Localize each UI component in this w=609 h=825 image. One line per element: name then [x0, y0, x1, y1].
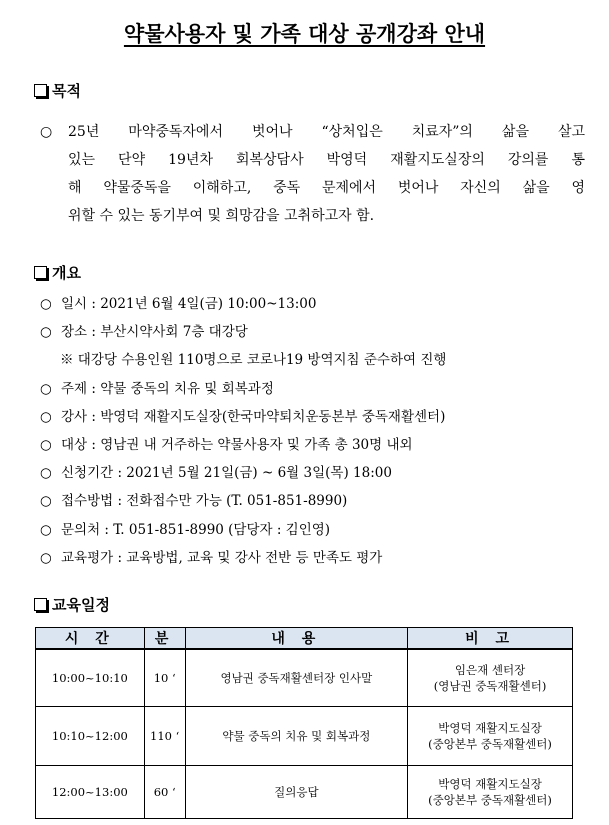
cell-minutes: 10 ‘ [144, 649, 185, 707]
table-row [36, 649, 573, 707]
overview-item-date: ○ 일시 : 2021년 6월 4일(금) 10:00~13:00 [40, 290, 595, 318]
cell-note: 박영덕 재활지도실장 (중앙본부 중독재활센터) [408, 766, 573, 819]
bullet-circle-icon: ○ [40, 521, 52, 538]
section-schedule [34, 594, 110, 615]
cell-minutes: 110 ‘ [144, 707, 185, 766]
purpose-line: 있는 단약 19년차 회복상담사 박영덕 재활지도실장의 강의를 통 [68, 152, 585, 168]
header-content: 내 용 [185, 628, 407, 650]
overview-item-lecturer: ○ 강사 : 박영덕 재활지도실장(한국마약퇴치운동본부 중독재활센터) [40, 403, 595, 431]
header-note: 비 고 [408, 628, 573, 650]
bullet-circle-icon: ○ [40, 549, 52, 566]
overview-list [40, 290, 595, 572]
cell-time: 10:10~12:00 [36, 707, 145, 766]
bullet-circle-icon: ○ [40, 124, 53, 140]
overview-item-place: ○ 장소 : 부산시약사회 7층 대강당 [40, 318, 595, 346]
overview-item-evaluation: ○ 교육평가 : 교육방법, 교육 및 강사 전반 등 만족도 평가 [40, 544, 595, 572]
purpose-line: 해 약물중독을 이해하고, 중독 문제에서 벗어나 자신의 삶을 영 [68, 180, 585, 196]
header-minutes: 분 [144, 628, 185, 650]
section-overview [34, 262, 81, 283]
checkbox-square-icon [34, 266, 47, 279]
table-row [36, 766, 573, 819]
bullet-circle-icon: ○ [40, 296, 52, 312]
cell-time: 12:00~13:00 [36, 766, 145, 819]
cell-note: 임은재 센터장 (영남권 중독재활센터) [408, 649, 573, 707]
bullet-circle-icon: ○ [40, 436, 52, 453]
cell-content: 약물 중독의 치유 및 회복과정 [185, 707, 407, 766]
overview-item-target: ○ 대상 : 영남권 내 거주하는 약물사용자 및 가족 총 30명 내외 [40, 431, 595, 459]
overview-item-application-method: ○ 접수방법 : 전화접수만 가능 (T. 051-851-8990) [40, 487, 595, 515]
checkbox-square-icon [34, 598, 47, 611]
cell-content: 영남권 중독재활센터장 인사말 [185, 649, 407, 707]
overview-item-topic: ○ 주제 : 약물 중독의 치유 및 회복과정 [40, 375, 595, 403]
section-overview-label: 개요 [52, 264, 81, 282]
cell-minutes: 60 ‘ [144, 766, 185, 819]
section-purpose [34, 80, 81, 101]
table-header-row [36, 628, 573, 650]
bullet-circle-icon: ○ [40, 408, 52, 425]
overview-note: ※ 대강당 수용인원 110명으로 코로나19 방역지침 준수하여 진행 [60, 352, 447, 369]
header-time: 시 간 [36, 628, 145, 650]
schedule-table [35, 627, 573, 819]
bullet-circle-icon: ○ [40, 465, 52, 482]
cell-content: 질의응답 [185, 766, 407, 819]
overview-item-contact: ○ 문의처 : T. 051-851-8990 (담당자 : 김인영) [40, 516, 595, 544]
purpose-paragraph [40, 118, 585, 230]
purpose-line: 25년 마약중독자에서 벗어나 “상처입은 치료자”의 삶을 살고 [68, 124, 585, 140]
document-title: 약물사용자 및 가족 대상 공개강좌 안내 [123, 22, 486, 46]
section-purpose-label: 목적 [52, 82, 81, 100]
bullet-circle-icon: ○ [40, 380, 52, 397]
purpose-line: 위할 수 있는 동기부여 및 희망감을 고취하고자 함. [68, 208, 375, 224]
cell-time: 10:00~10:10 [36, 649, 145, 707]
table-row [36, 707, 573, 766]
bullet-circle-icon: ○ [40, 493, 52, 510]
section-schedule-label: 교육일정 [52, 596, 110, 614]
bullet-circle-icon: ○ [40, 324, 52, 341]
checkbox-square-icon [34, 84, 47, 97]
overview-item-application-period: ○ 신청기간 : 2021년 5월 21일(금) ~ 6월 3일(목) 18:00 [40, 459, 595, 487]
cell-note: 박영덕 재활지도실장 (중앙본부 중독재활센터) [408, 707, 573, 766]
